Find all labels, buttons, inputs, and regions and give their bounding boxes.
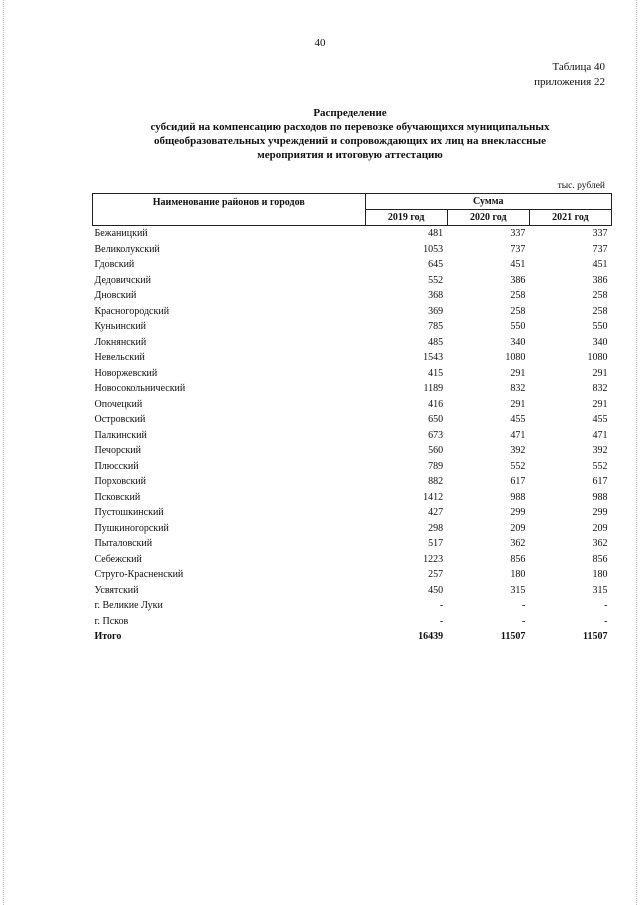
district-name: г. Псков [94,615,129,627]
value-2020: 340 [510,336,526,348]
value-2019: 416 [428,398,444,410]
table-row [93,335,612,351]
value-2019: 257 [428,569,444,580]
value-2020: 386 [510,274,526,286]
value-2020: 337 [510,228,526,239]
table-row [93,459,612,475]
value-2020: 291 [510,367,526,379]
value-2020: 988 [510,491,526,503]
value-2019: 369 [428,305,444,317]
table-row [93,257,612,273]
value-2019: 785 [428,321,444,332]
table-row [93,567,612,583]
value-2019: 673 [428,429,444,441]
total-label: Итого [94,631,122,642]
value-2020: 471 [510,429,526,441]
scan-margin-left [3,0,4,905]
value-2019: 882 [428,476,444,487]
value-2019: 650 [428,414,444,425]
value-2019: 450 [428,584,444,596]
table-reference [534,60,605,90]
title-line2: субсидий на компенсацию расходов по перевозке обучающихся муниципальных [150,121,550,133]
value-2021: 617 [592,476,608,487]
units-label: тыс. рублей [557,181,605,191]
value-2019: 1543 [423,352,444,363]
district-name: Новосокольнический [94,383,186,394]
title-line3: общеобразовательных учреждений и сопровождающих их лиц на внеклассные [154,135,546,147]
table-row [93,412,612,428]
value-2019: - [439,600,444,611]
value-2020: 315 [510,584,526,596]
value-2019: 1412 [423,491,444,503]
total-row [93,629,612,645]
value-2020: 392 [510,445,526,456]
value-2020: 550 [510,321,526,332]
value-2020: 832 [510,383,526,394]
total-value-2020: 11507 [500,631,526,642]
value-2020: 362 [510,538,526,549]
table-row [93,381,612,397]
value-2019: 481 [428,228,444,239]
value-2021: 362 [592,538,608,549]
table-row [93,490,612,506]
table-row [93,428,612,444]
value-2020: - [521,615,526,627]
title-line4: мероприятия и итоговую аттестацию [257,149,443,161]
value-2021: 856 [592,553,608,565]
value-2021: 180 [592,569,608,580]
table-reference-line2: приложения 22 [534,76,605,88]
table-row [93,304,612,320]
value-2021: 832 [592,383,608,394]
value-2019: 415 [428,367,444,379]
value-2019: 789 [428,460,444,472]
value-2019: - [439,615,444,627]
value-2020: - [521,600,526,611]
value-2021: 315 [592,584,608,596]
value-2019: 1223 [423,553,444,565]
value-2019: 517 [428,538,444,549]
table-row [93,242,612,258]
value-2019: 368 [428,290,444,301]
table-row [93,521,612,537]
value-2019: 1189 [423,383,444,394]
table-row [93,598,612,614]
header-year-2020: 2020 год [447,210,529,226]
value-2020: 451 [510,259,526,270]
header-year-2019: 2019 год [365,210,447,226]
value-2020: 856 [510,553,526,565]
district-name: Усвятский [94,584,139,596]
table-reference-line1: Таблица 40 [552,61,605,73]
value-2021: 291 [592,367,608,379]
value-2021: 550 [592,321,608,332]
value-2021: - [604,600,608,611]
value-2021: 258 [592,290,608,301]
value-2019: 645 [428,259,444,270]
value-2020: 291 [510,398,526,410]
district-name: Струго-Красненский [94,569,184,580]
district-name: Куньинский [94,321,147,332]
header-name: Наименование районов и городов [93,194,366,226]
value-2021: 340 [592,336,608,348]
district-name: Красногородский [94,305,170,317]
value-2021: 386 [592,274,608,286]
value-2020: 455 [510,414,526,425]
value-2021: 737 [592,243,608,255]
table-row [93,614,612,630]
document-title [60,106,640,162]
table-row [93,443,612,459]
value-2020: 617 [510,476,526,487]
district-name: Гдовский [94,259,135,270]
value-2020: 258 [510,290,526,301]
table-row [93,505,612,521]
district-name: Невельский [94,352,145,363]
table-row [93,583,612,599]
value-2020: 258 [510,305,526,317]
district-name: Бежаницкий [94,228,148,239]
value-2020: 1080 [505,352,526,363]
value-2019: 1053 [423,243,444,255]
district-name: Локнянский [94,336,147,348]
value-2021: 1080 [587,352,608,363]
total-value-2021: 11507 [583,631,608,642]
district-name: Дновский [94,290,137,301]
value-2021: 337 [592,228,608,239]
table-row [93,319,612,335]
total-value-2019: 16439 [418,631,444,642]
value-2019: 298 [428,522,444,534]
table-row [93,474,612,490]
value-2021: 209 [592,522,608,534]
district-name: Опочецкий [94,398,143,410]
value-2021: 552 [592,460,608,472]
district-name: Островский [94,414,146,425]
value-2020: 552 [510,460,526,472]
value-2021: 451 [592,259,608,270]
district-name: Пушкиногорский [94,522,169,534]
value-2020: 737 [510,243,526,255]
page-number: 40 [314,37,326,49]
value-2021: 988 [592,491,608,503]
district-name: Псковский [94,491,141,503]
value-2019: 552 [428,274,444,286]
district-name: г. Великие Луки [94,600,163,611]
value-2019: 485 [428,336,444,348]
value-2019: 560 [428,445,444,456]
district-name: Пыталовский [94,538,153,549]
value-2021: 299 [592,507,608,518]
value-2020: 299 [510,507,526,518]
table-row [93,397,612,413]
table-row [93,552,612,568]
value-2021: 455 [592,414,608,425]
table-row [93,536,612,552]
value-2021: 291 [592,398,608,410]
table-row [93,288,612,304]
value-2021: - [604,615,608,627]
title-line1: Распределение [313,107,387,119]
header-sum: Сумма [365,194,611,210]
table-row [93,350,612,366]
header-year-2021: 2021 год [529,210,611,226]
value-2020: 180 [510,569,526,580]
district-name: Великолукский [94,243,160,255]
district-name: Плюсский [94,460,139,472]
table-row [93,273,612,289]
value-2021: 471 [592,429,608,441]
value-2021: 258 [592,305,608,317]
district-name: Порховский [94,476,147,487]
district-name: Дедовичский [94,274,151,286]
value-2019: 427 [428,507,444,518]
district-name: Палкинский [94,429,147,441]
district-name: Печорский [94,445,141,456]
value-2020: 209 [510,522,526,534]
district-name: Себежский [94,553,142,565]
table-row [93,226,612,242]
table-row [93,366,612,382]
subsidy-table [92,193,612,645]
value-2021: 392 [592,445,608,456]
district-name: Пустошкинский [94,507,164,518]
district-name: Новоржевский [94,367,158,379]
